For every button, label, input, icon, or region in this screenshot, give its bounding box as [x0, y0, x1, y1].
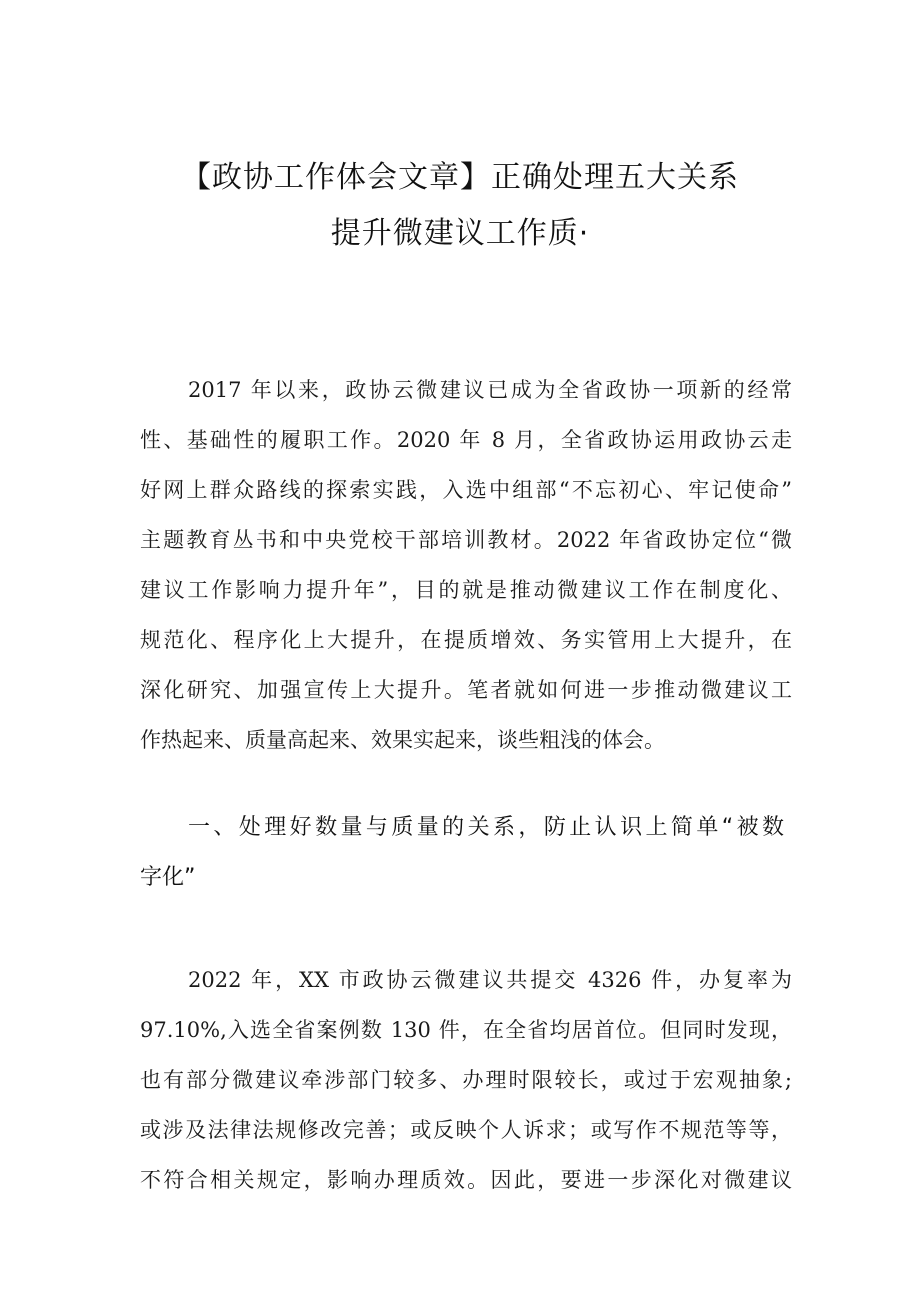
- section-1-heading-line: 一、处理好数量与质量的关系，防止认识上简单“被数: [188, 815, 784, 840]
- intro-paragraph-line: 好网上群众路线的探索实践，入选中组部“不忘初心、牢记使命”: [140, 478, 792, 502]
- section-1-paragraph-line: 也有部分微建议牵涉部门较多、办理时限较长，或过于宏观抽象;: [140, 1068, 792, 1092]
- intro-paragraph-line: 深化研究、加强宣传上大提升。笔者就如何进一步推动微建议工: [140, 678, 792, 702]
- section-1-paragraph-line: 或涉及法律法规修改完善；或反映个人诉求；或写作不规范等等，: [140, 1118, 792, 1142]
- intro-paragraph-line: 建议工作影响力提升年”，目的就是推动微建议工作在制度化、: [140, 578, 792, 602]
- document-title-line-1: 【政协工作体会文章】正确处理五大关系: [181, 160, 739, 195]
- section-1-paragraph-line: 2022 年，XX 市政协云微建议共提交 4326 件，办复率为: [188, 968, 792, 992]
- intro-paragraph-line: 性、基础性的履职工作。2020 年 8 月，全省政协运用政协云走: [140, 428, 792, 452]
- section-1-paragraph-line: 不符合相关规定，影响办理质效。因此，要进一步深化对微建议: [140, 1168, 792, 1192]
- intro-paragraph-line: 规范化、程序化上大提升，在提质增效、务实管用上大提升，在: [140, 628, 792, 652]
- intro-paragraph-line: 作热起来、质量高起来、效果实起来，谈些粗浅的体会。: [140, 728, 665, 752]
- section-1-paragraph-line: 97.10%,入选全省案例数 130 件，在全省均居首位。但同时发现，: [140, 1018, 792, 1042]
- intro-paragraph-line: 2017 年以来，政协云微建议已成为全省政协一项新的经常: [188, 378, 792, 402]
- document-title-line-2: 提升微建议工作质·: [330, 216, 590, 251]
- intro-paragraph-line: 主题教育丛书和中央党校干部培训教材。2022 年省政协定位“微: [140, 528, 792, 552]
- section-1-heading-line: 字化”: [140, 865, 196, 890]
